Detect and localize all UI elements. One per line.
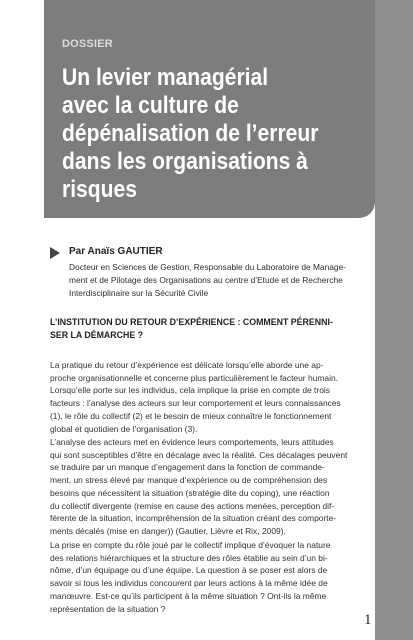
body-paragraph-1 (50, 359, 380, 435)
paragraph-line: ments décalés (mise en danger)) (Gautier, Lièvre et Rix, 2009). (50, 525, 286, 536)
paragraph-line: représentation de la situation ? (50, 603, 166, 614)
paragraph-line: (1), le rôle du collectif (2) et le besoin de mieux connaître le fonctionnement (50, 410, 332, 421)
paragraph-line: proche organisationnelle et concerne plus particulièrement le facteur humain. (50, 372, 338, 383)
paragraph-line: global et quotidien de l’organisation (3). (50, 423, 198, 434)
paragraph-line: La pratique du retour d’expérience est délicate lorsqu’elle aborde une ap- (50, 360, 324, 370)
paragraph-line: La prise en compte du rôle joué par le collectif implique d’évoquer la nature (50, 540, 331, 550)
page-side-tab (375, 0, 413, 640)
paragraph-line: qui sont susceptibles d’être en décalage avec la réalité. Ces décalages peuvent (50, 449, 348, 460)
arrow-bullet-icon (50, 247, 60, 259)
title-line: dépénalisation de l’erreur (62, 120, 319, 147)
title-line: risques (62, 176, 137, 203)
paragraph-line: savoir si tous les individus concourent par leurs actions à la même idée de (50, 578, 328, 589)
section-heading-line: SER LA DÉMARCHE ? (50, 330, 144, 340)
paragraph-line: manœuvre. Est-ce qu’ils participent à la même situation ? Ont-ils la même (50, 590, 327, 601)
paragraph-line: du collectif divergente (remise en cause des actions menées, perception dif- (50, 500, 335, 511)
article-title (62, 64, 320, 204)
paragraph-line: férente de la situation, incompréhension de la situation créant des comporte- (50, 513, 337, 524)
section-kicker: DOSSIER (62, 38, 113, 50)
author-name: Par Anaïs GAUTIER (69, 246, 163, 257)
paragraph-line: facteurs : l’analyse des acteurs sur leur comportement et leurs connaissances (50, 398, 341, 409)
author-description-line: ment et de Pilotage des Organisations au centre d’Etude et de Recherche (69, 274, 343, 285)
author-description-line: Interdisciplinaire sur la Sécurité Civile (69, 287, 209, 298)
author-description-line: Docteur en Sciences de Gestion, Responsable du Laboratoire de Manage- (69, 262, 347, 272)
body-paragraph-3 (50, 539, 380, 615)
author-description (69, 261, 394, 299)
title-line: avec la culture de (62, 92, 239, 119)
paragraph-line: nôme, d’un équipage ou d’une équipe. La question à se poser est alors de (50, 565, 328, 576)
body-paragraph-2 (50, 436, 380, 538)
title-line: Un levier managérial (62, 64, 269, 91)
paragraph-line: des relations hiérarchiques et la structure des rôles établie au sein d’un bi- (50, 552, 328, 563)
page-number: 1 (364, 612, 372, 628)
title-line: dans les organisations à (62, 148, 308, 175)
paragraph-line: L’analyse des acteurs met en évidence leurs comportements, leurs attitudes (50, 437, 334, 447)
section-heading-line: L’INSTITUTION DU RETOUR D’EXPÉRIENCE : COMMENT PÉRENNI- (50, 317, 333, 327)
paragraph-line: ment, un stress élevé par manque d’expérience ou de compréhension des (50, 475, 328, 486)
section-heading (50, 316, 380, 342)
paragraph-line: besoins que nécessitent la situation (stratégie dite du coping), une réaction (50, 487, 330, 498)
paragraph-line: Lorsqu’elle porte sur les individus, cela implique la prise en compte de trois (50, 385, 330, 396)
paragraph-line: se traduire par un manque d’engagement dans la fonction de commande- (50, 462, 325, 473)
